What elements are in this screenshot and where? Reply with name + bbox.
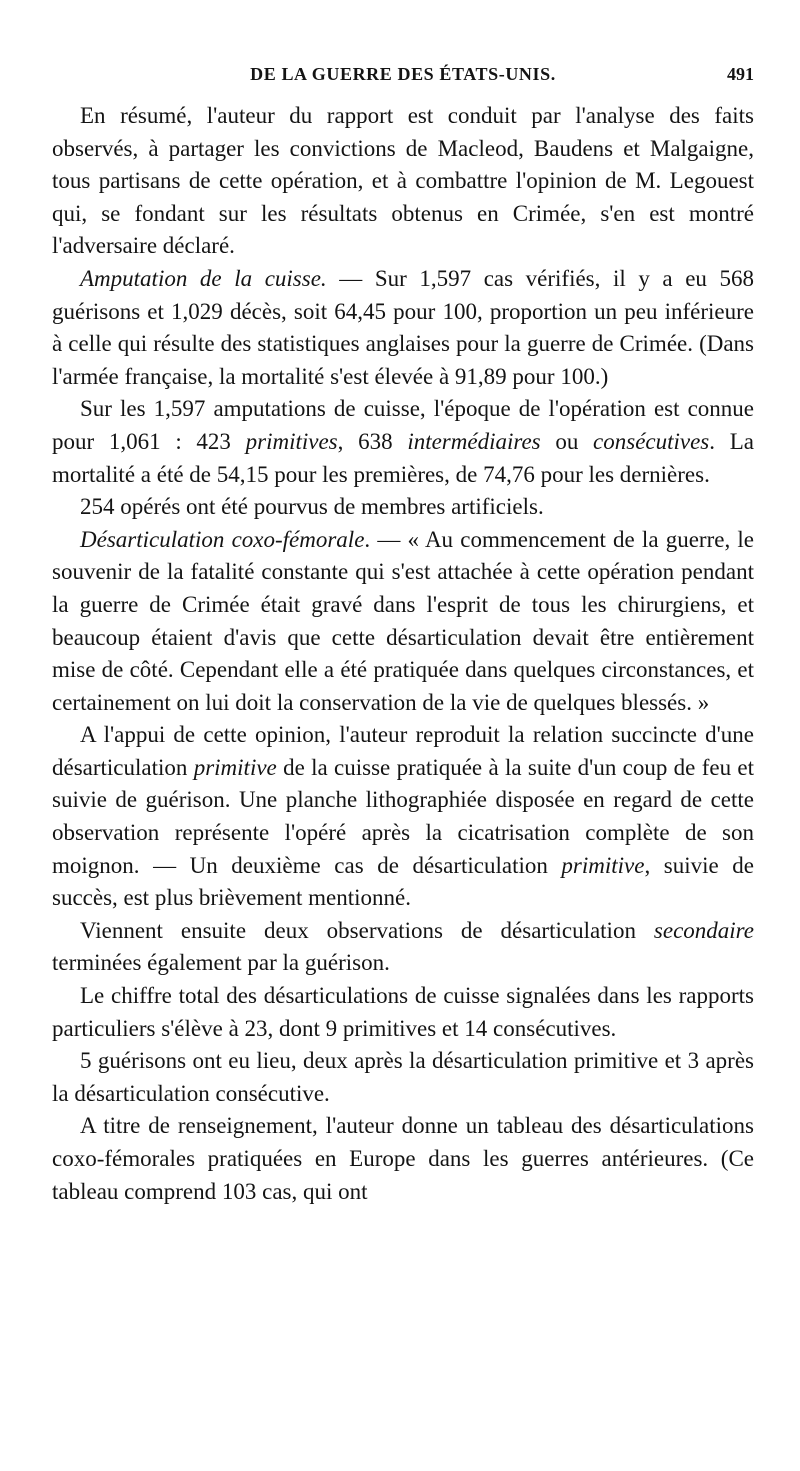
text-run: , suivie de succès, est plus brièvement mentionné. (52, 852, 754, 911)
text-run: 5 guérisons ont eu lieu, deux après la désarticulation primitive et 3 après la désarticulation consécutive. (52, 1048, 754, 1106)
italic-text: primitive (193, 754, 277, 780)
paragraph (52, 263, 754, 393)
running-title: DE LA GUERRE DES ÉTATS-UNIS. (250, 64, 556, 84)
document-page (52, 60, 754, 1208)
text-run: A l'appui de cette opinion, l'auteur reproduit la relation succincte d'une désarticulation (52, 722, 754, 780)
italic-text: intermédiaires (407, 428, 541, 454)
italic-text: secondaire (653, 917, 754, 943)
paragraph (52, 915, 754, 980)
text-run: Sur les 1,597 amputations de cuisse, l'époque de l'opération est connue pour 1,061 : 423 (52, 396, 754, 454)
paragraph (52, 393, 754, 491)
text-run: , 638 (337, 428, 408, 454)
text-run: 254 opérés ont été pourvus de membres artificiels. (80, 494, 544, 520)
paragraph (52, 100, 754, 263)
italic-text: primitives (245, 428, 338, 454)
paragraph (52, 719, 754, 915)
italic-text: Amputation de la cuisse. (80, 265, 327, 291)
text-run: Viennent ensuite deux observations de désarticulation (80, 917, 654, 943)
text-run: Le chiffre total des désarticulations de cuisse signalées dans les rapports particuliers s'élève à 23, dont 9 primitives et 14 consécutives. (52, 983, 754, 1041)
body-text (52, 100, 754, 1208)
italic-text: Désarticulation coxo-fémorale (80, 526, 365, 552)
italic-text: consécutives (593, 428, 710, 454)
text-run: . La mortalité a été de 54,15 pour les premières, de 74,76 pour les dernières. (52, 428, 754, 487)
text-run: . — « Au commencement de la guerre, le souvenir de la fatalité constante qui s'est attachée à cette opération pendant la guerre de Crimée était gravé dans l'esprit de tous les chirurgiens, et beaucoup étaient d'avis que cette désarticulation devait être entièrement mise de côté. Cependant elle a été pratiquée dans quelques circonstances, et certainement on lui doit la conservation de la vie de quelques blessés. » (52, 526, 754, 715)
text-run: A titre de renseignement, l'auteur donne un tableau des désarticulations coxo-fémorales pratiquées en Europe dans les guerres antérieures. (Ce tableau comprend 103 cas, qui ont (52, 1113, 754, 1204)
paragraph (52, 980, 754, 1045)
text-run: — Sur 1,597 cas vérifiés, il y a eu 568 guérisons et 1,029 décès, soit 64,45 pour 100, proportion un peu inférieure à celle qui résulte des statistiques anglaises pour la guerre de Crimée. (Dans l'armée française, la mortalité s'est élevée à 91,89 pour 100.) (52, 265, 755, 389)
paragraph (52, 1045, 754, 1110)
paragraph (52, 491, 754, 524)
paragraph (52, 524, 754, 720)
running-head (52, 60, 754, 96)
text-run: terminées également par la guérison. (52, 950, 390, 976)
paragraph (52, 1110, 754, 1208)
text-run: ou (540, 428, 594, 454)
text-run: de la cuisse pratiquée à la suite d'un coup de feu et suivie de guérison. Une planche lithographiée disposée en regard de cette observation représente l'opéré après la cicatrisation complète de son moignon. — Un deuxième cas de désarticulation (52, 754, 754, 878)
page-number: 491 (727, 64, 754, 84)
italic-text: primitive (561, 852, 645, 878)
text-run: En résumé, l'auteur du rapport est conduit par l'analyse des faits observés, à partager les convictions de Macleod, Baudens et Malgaigne, tous partisans de cette opération, et à combattre l'opinion de M. Legouest qui, se fondant sur les résultats obtenus en Crimée, s'en est montré l'adversaire déclaré. (52, 103, 754, 259)
